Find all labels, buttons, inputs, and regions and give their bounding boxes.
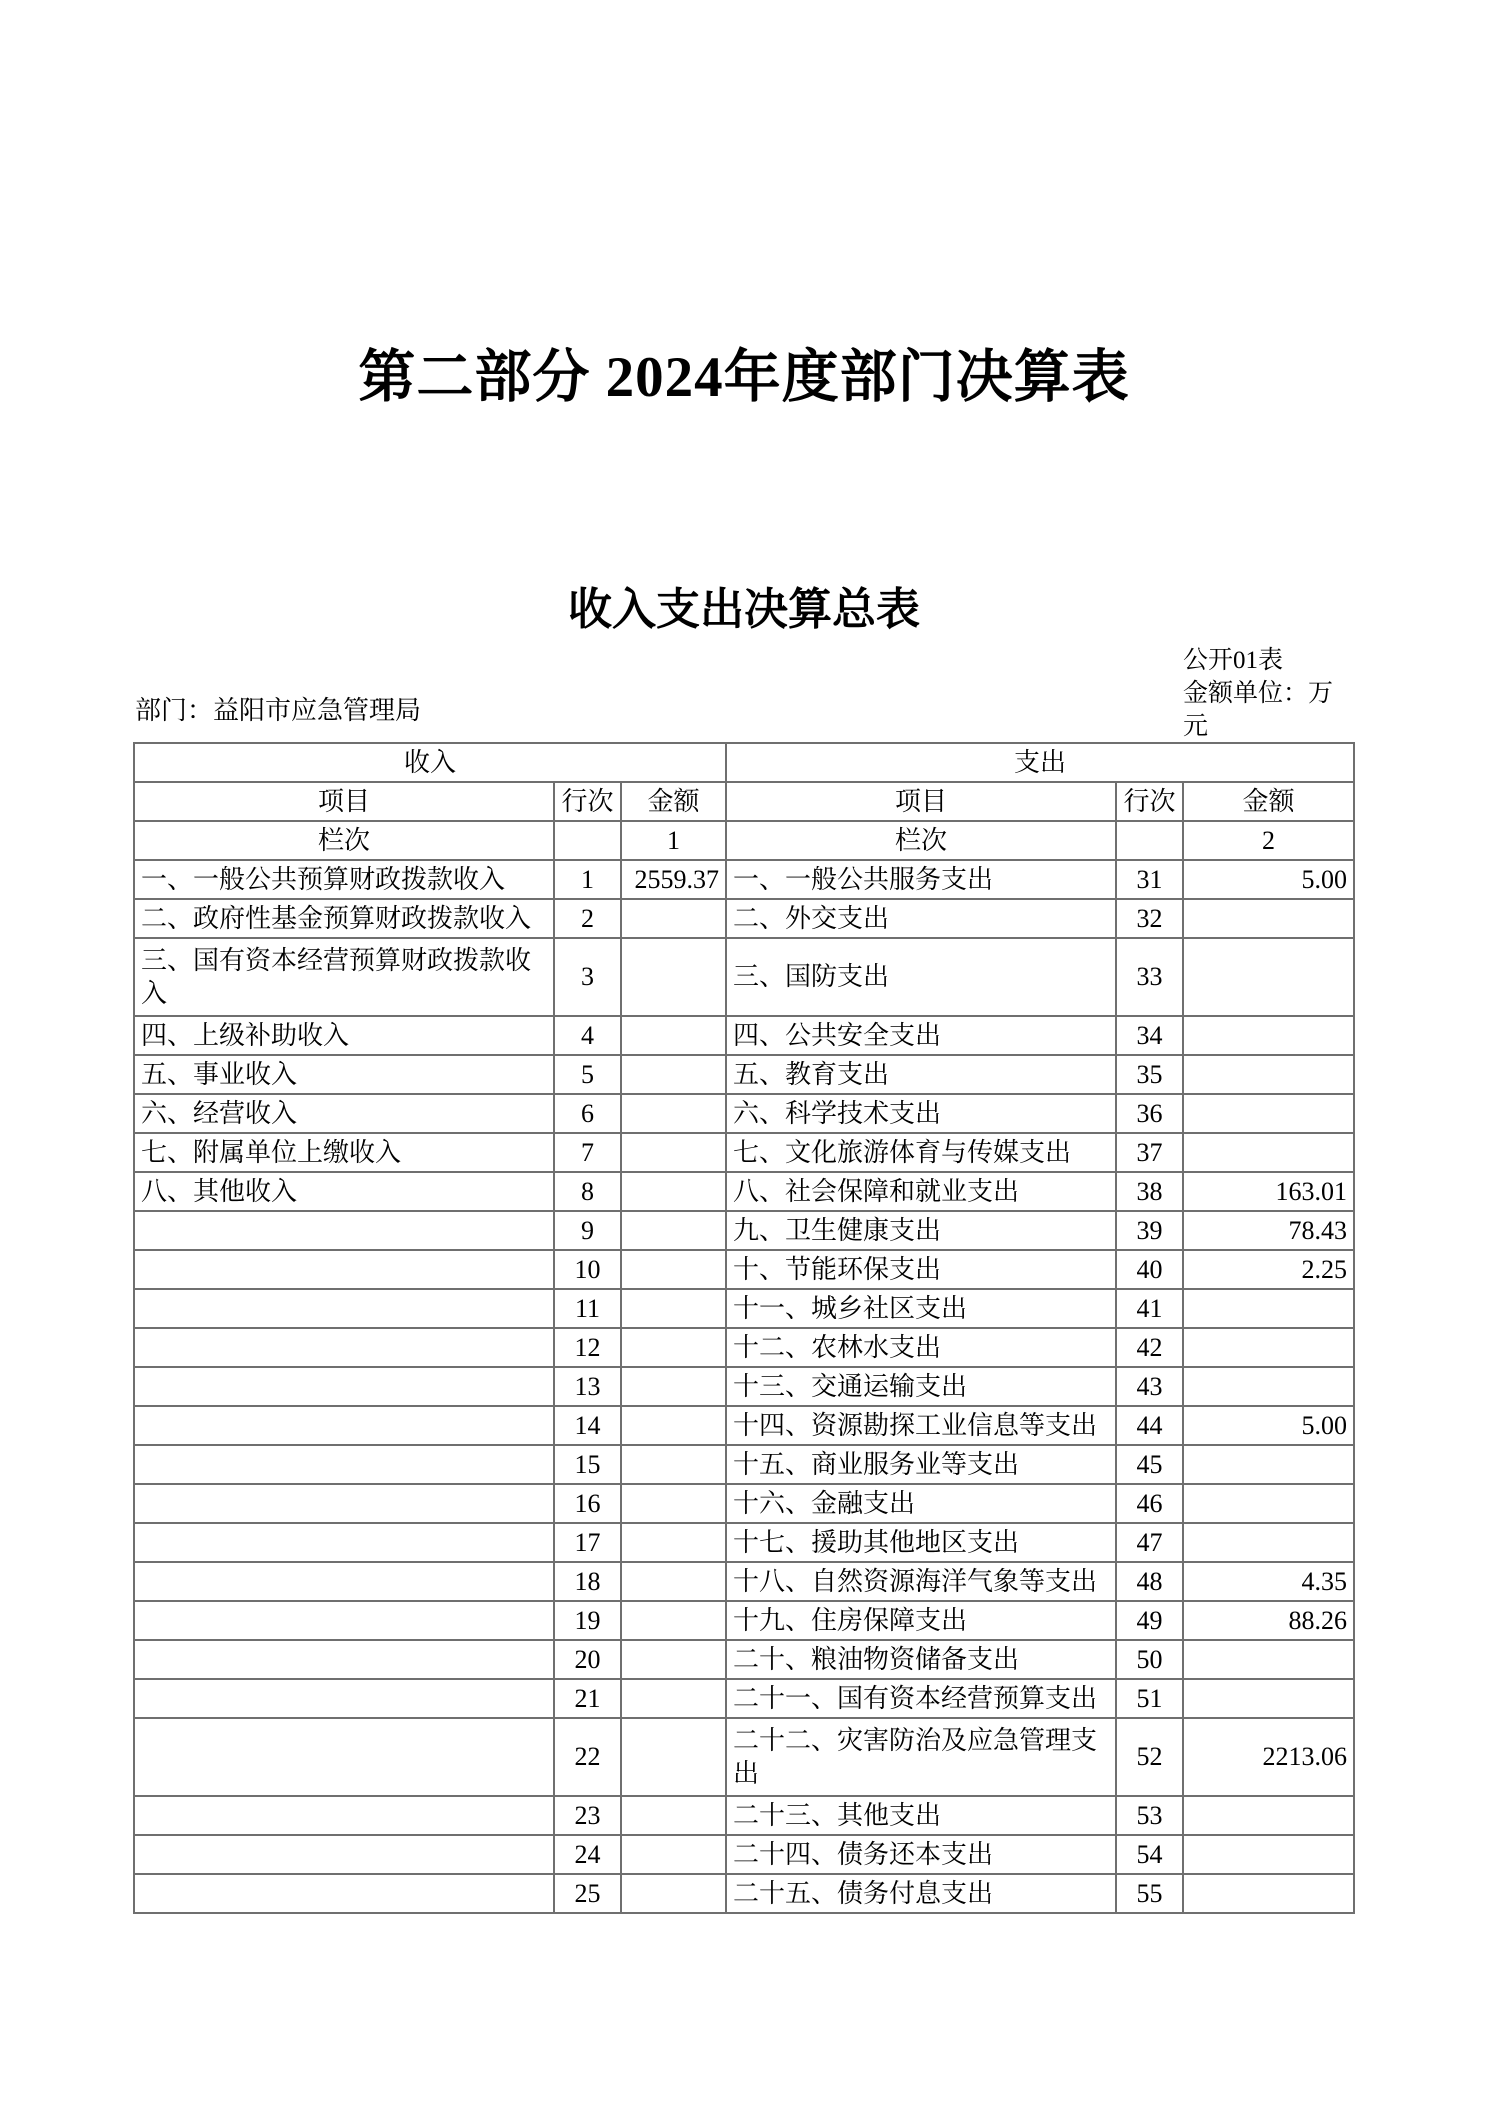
table-row — [134, 899, 1354, 938]
expense-item-cell: 二、外交支出 — [726, 899, 1116, 938]
income-line-cell: 11 — [554, 1289, 621, 1328]
expense-item-cell: 五、教育支出 — [726, 1055, 1116, 1094]
income-item-cell — [134, 1367, 554, 1406]
income-line-cell: 22 — [554, 1718, 621, 1796]
income-line-cell: 13 — [554, 1367, 621, 1406]
expense-item-cell: 二十四、债务还本支出 — [726, 1835, 1116, 1874]
table-row — [134, 1445, 1354, 1484]
table-row — [134, 1484, 1354, 1523]
expense-amount-cell — [1183, 1289, 1354, 1328]
expense-amount-cell — [1183, 1835, 1354, 1874]
income-amount-cell — [621, 1835, 726, 1874]
income-amount-cell — [621, 899, 726, 938]
table-row — [134, 1835, 1354, 1874]
income-amount-cell — [621, 1172, 726, 1211]
expense-line-cell: 39 — [1116, 1211, 1183, 1250]
income-item-cell: 八、其他收入 — [134, 1172, 554, 1211]
income-line-cell: 12 — [554, 1328, 621, 1367]
expense-item-cell: 二十一、国有资本经营预算支出 — [726, 1679, 1116, 1718]
expense-amount-cell: 2213.06 — [1183, 1718, 1354, 1796]
expense-line-cell: 43 — [1116, 1367, 1183, 1406]
part-title: 第二部分 2024年度部门决算表 — [358, 346, 1130, 409]
expense-amount-cell — [1183, 1874, 1354, 1913]
income-item-cell — [134, 1874, 554, 1913]
income-item-cell — [134, 1601, 554, 1640]
expense-amount-cell: 163.01 — [1183, 1172, 1354, 1211]
expense-amount-cell: 5.00 — [1183, 860, 1354, 899]
expense-line-cell: 49 — [1116, 1601, 1183, 1640]
income-item-cell — [134, 1289, 554, 1328]
expense-amount-cell — [1183, 1133, 1354, 1172]
expense-line-cell: 51 — [1116, 1679, 1183, 1718]
expense-line-cell: 36 — [1116, 1094, 1183, 1133]
income-line-cell: 10 — [554, 1250, 621, 1289]
income-amount-cell — [621, 1796, 726, 1835]
income-amount-cell — [621, 1367, 726, 1406]
expense-index-label: 栏次 — [726, 821, 1116, 860]
table-row — [134, 1250, 1354, 1289]
income-amount-cell — [621, 1016, 726, 1055]
income-line-header: 行次 — [554, 782, 621, 821]
expense-line-cell: 31 — [1116, 860, 1183, 899]
income-amount-cell — [621, 1601, 726, 1640]
income-item-cell — [134, 1523, 554, 1562]
expense-amount-cell: 4.35 — [1183, 1562, 1354, 1601]
expense-amount-cell — [1183, 1484, 1354, 1523]
expense-line-cell: 37 — [1116, 1133, 1183, 1172]
income-line-cell: 18 — [554, 1562, 621, 1601]
table-row — [134, 1328, 1354, 1367]
expense-line-cell: 35 — [1116, 1055, 1183, 1094]
expense-item-cell: 二十二、灾害防治及应急管理支出 — [726, 1718, 1116, 1796]
expense-item-cell: 九、卫生健康支出 — [726, 1211, 1116, 1250]
table-row — [134, 1523, 1354, 1562]
expense-item-cell: 二十三、其他支出 — [726, 1796, 1116, 1835]
income-item-cell — [134, 1796, 554, 1835]
expense-amount-index: 2 — [1183, 821, 1354, 860]
income-line-cell: 16 — [554, 1484, 621, 1523]
income-item-cell: 四、上级补助收入 — [134, 1016, 554, 1055]
income-amount-cell — [621, 1055, 726, 1094]
expense-amount-cell — [1183, 1679, 1354, 1718]
income-item-cell — [134, 1211, 554, 1250]
expense-item-cell: 八、社会保障和就业支出 — [726, 1172, 1116, 1211]
expense-item-cell: 十五、商业服务业等支出 — [726, 1445, 1116, 1484]
expense-line-cell: 42 — [1116, 1328, 1183, 1367]
expense-item-cell: 十六、金融支出 — [726, 1484, 1116, 1523]
table-row — [134, 860, 1354, 899]
income-amount-cell: 2559.37 — [621, 860, 726, 899]
expense-line-cell: 53 — [1116, 1796, 1183, 1835]
expense-item-cell: 十二、农林水支出 — [726, 1328, 1116, 1367]
table-row — [134, 1211, 1354, 1250]
income-item-cell — [134, 1640, 554, 1679]
table-row — [134, 1601, 1354, 1640]
expense-amount-cell — [1183, 1055, 1354, 1094]
expense-line-cell: 40 — [1116, 1250, 1183, 1289]
expense-amount-cell — [1183, 1523, 1354, 1562]
income-item-cell — [134, 1562, 554, 1601]
income-amount-cell — [621, 1562, 726, 1601]
income-line-cell: 21 — [554, 1679, 621, 1718]
table-row — [134, 1055, 1354, 1094]
expense-item-cell: 一、一般公共服务支出 — [726, 860, 1116, 899]
table-title: 收入支出决算总表 — [568, 585, 920, 634]
table-row — [134, 1640, 1354, 1679]
income-amount-cell — [621, 1640, 726, 1679]
expense-item-cell: 六、科学技术支出 — [726, 1094, 1116, 1133]
income-item-cell — [134, 1679, 554, 1718]
table-row — [134, 1718, 1354, 1796]
income-line-cell: 17 — [554, 1523, 621, 1562]
table-row — [134, 1562, 1354, 1601]
income-item-cell — [134, 1328, 554, 1367]
income-item-cell: 三、国有资本经营预算财政拨款收入 — [134, 938, 554, 1016]
expense-amount-cell: 78.43 — [1183, 1211, 1354, 1250]
income-amount-cell — [621, 1133, 726, 1172]
expense-amount-cell: 88.26 — [1183, 1601, 1354, 1640]
empty-cell — [1116, 821, 1183, 860]
column-header-row — [134, 782, 1354, 821]
income-item-cell: 七、附属单位上缴收入 — [134, 1133, 554, 1172]
expense-item-cell: 三、国防支出 — [726, 938, 1116, 1016]
income-amount-cell — [621, 1874, 726, 1913]
income-line-cell: 7 — [554, 1133, 621, 1172]
expense-line-cell: 52 — [1116, 1718, 1183, 1796]
expense-amount-cell — [1183, 1367, 1354, 1406]
budget-table — [133, 742, 1355, 1914]
income-amount-cell — [621, 1406, 726, 1445]
income-item-cell: 一、一般公共预算财政拨款收入 — [134, 860, 554, 899]
expense-line-cell: 48 — [1116, 1562, 1183, 1601]
expense-amount-cell — [1183, 1094, 1354, 1133]
expense-item-cell: 二十五、债务付息支出 — [726, 1874, 1116, 1913]
column-index-row — [134, 821, 1354, 860]
income-line-cell: 20 — [554, 1640, 621, 1679]
income-line-cell: 25 — [554, 1874, 621, 1913]
table-row — [134, 938, 1354, 1016]
table-row — [134, 1094, 1354, 1133]
expense-amount-cell — [1183, 899, 1354, 938]
expense-line-cell: 46 — [1116, 1484, 1183, 1523]
income-line-cell: 23 — [554, 1796, 621, 1835]
income-amount-cell — [621, 1679, 726, 1718]
income-item-cell — [134, 1484, 554, 1523]
expense-line-cell: 34 — [1116, 1016, 1183, 1055]
empty-cell — [554, 821, 621, 860]
income-line-cell: 4 — [554, 1016, 621, 1055]
table-row — [134, 1796, 1354, 1835]
table-meta — [1183, 644, 1355, 743]
expense-item-cell: 十一、城乡社区支出 — [726, 1289, 1116, 1328]
expense-line-header: 行次 — [1116, 782, 1183, 821]
expense-line-cell: 33 — [1116, 938, 1183, 1016]
unit-note: 金额单位：万元 — [1183, 680, 1334, 740]
income-item-header: 项目 — [134, 782, 554, 821]
income-amount-cell — [621, 1445, 726, 1484]
income-amount-cell — [621, 938, 726, 1016]
expense-line-cell: 41 — [1116, 1289, 1183, 1328]
income-item-cell — [134, 1835, 554, 1874]
expense-line-cell: 38 — [1116, 1172, 1183, 1211]
expense-amount-cell — [1183, 1796, 1354, 1835]
income-line-cell: 2 — [554, 899, 621, 938]
table-row — [134, 1679, 1354, 1718]
income-index-label: 栏次 — [134, 821, 554, 860]
income-item-cell — [134, 1718, 554, 1796]
expense-amount-cell: 5.00 — [1183, 1406, 1354, 1445]
expense-amount-cell — [1183, 1445, 1354, 1484]
expense-item-header: 项目 — [726, 782, 1116, 821]
income-line-cell: 19 — [554, 1601, 621, 1640]
expense-item-cell: 七、文化旅游体育与传媒支出 — [726, 1133, 1116, 1172]
income-section-header: 收入 — [134, 743, 726, 782]
table-row — [134, 1016, 1354, 1055]
income-line-cell: 14 — [554, 1406, 621, 1445]
table-row — [134, 1133, 1354, 1172]
income-amount-cell — [621, 1211, 726, 1250]
income-amount-header: 金额 — [621, 782, 726, 821]
income-item-cell: 五、事业收入 — [134, 1055, 554, 1094]
expense-line-cell: 32 — [1116, 899, 1183, 938]
expense-line-cell: 44 — [1116, 1406, 1183, 1445]
table-row — [134, 1874, 1354, 1913]
table-row — [134, 1289, 1354, 1328]
income-amount-cell — [621, 1328, 726, 1367]
table-row — [134, 1406, 1354, 1445]
income-item-cell: 六、经营收入 — [134, 1094, 554, 1133]
income-line-cell: 5 — [554, 1055, 621, 1094]
income-amount-index: 1 — [621, 821, 726, 860]
table-row — [134, 1172, 1354, 1211]
expense-amount-cell — [1183, 1328, 1354, 1367]
income-item-cell — [134, 1406, 554, 1445]
expense-item-cell: 十七、援助其他地区支出 — [726, 1523, 1116, 1562]
budget-table-body — [134, 860, 1354, 1913]
income-amount-cell — [621, 1523, 726, 1562]
income-amount-cell — [621, 1289, 726, 1328]
expense-line-cell: 50 — [1116, 1640, 1183, 1679]
income-line-cell: 1 — [554, 860, 621, 899]
expense-line-cell: 47 — [1116, 1523, 1183, 1562]
expense-amount-cell — [1183, 1640, 1354, 1679]
income-line-cell: 3 — [554, 938, 621, 1016]
expense-item-cell: 十九、住房保障支出 — [726, 1601, 1116, 1640]
section-header-row — [134, 743, 1354, 782]
income-item-cell: 二、政府性基金预算财政拨款收入 — [134, 899, 554, 938]
expense-amount-cell — [1183, 938, 1354, 1016]
expense-line-cell: 55 — [1116, 1874, 1183, 1913]
expense-item-cell: 十八、自然资源海洋气象等支出 — [726, 1562, 1116, 1601]
expense-item-cell: 十三、交通运输支出 — [726, 1367, 1116, 1406]
income-line-cell: 24 — [554, 1835, 621, 1874]
expense-line-cell: 54 — [1116, 1835, 1183, 1874]
income-amount-cell — [621, 1094, 726, 1133]
expense-item-cell: 四、公共安全支出 — [726, 1016, 1116, 1055]
income-amount-cell — [621, 1250, 726, 1289]
expense-section-header: 支出 — [726, 743, 1354, 782]
expense-item-cell: 十四、资源勘探工业信息等支出 — [726, 1406, 1116, 1445]
department-label: 部门：益阳市应急管理局 — [135, 696, 422, 725]
expense-amount-cell: 2.25 — [1183, 1250, 1354, 1289]
income-amount-cell — [621, 1718, 726, 1796]
table-code: 公开01表 — [1183, 647, 1284, 674]
expense-item-cell: 十、节能环保支出 — [726, 1250, 1116, 1289]
expense-amount-cell — [1183, 1016, 1354, 1055]
expense-line-cell: 45 — [1116, 1445, 1183, 1484]
income-item-cell — [134, 1250, 554, 1289]
income-line-cell: 8 — [554, 1172, 621, 1211]
expense-amount-header: 金额 — [1183, 782, 1354, 821]
income-line-cell: 15 — [554, 1445, 621, 1484]
income-line-cell: 9 — [554, 1211, 621, 1250]
table-row — [134, 1367, 1354, 1406]
income-item-cell — [134, 1445, 554, 1484]
expense-item-cell: 二十、粮油物资储备支出 — [726, 1640, 1116, 1679]
income-line-cell: 6 — [554, 1094, 621, 1133]
income-amount-cell — [621, 1484, 726, 1523]
